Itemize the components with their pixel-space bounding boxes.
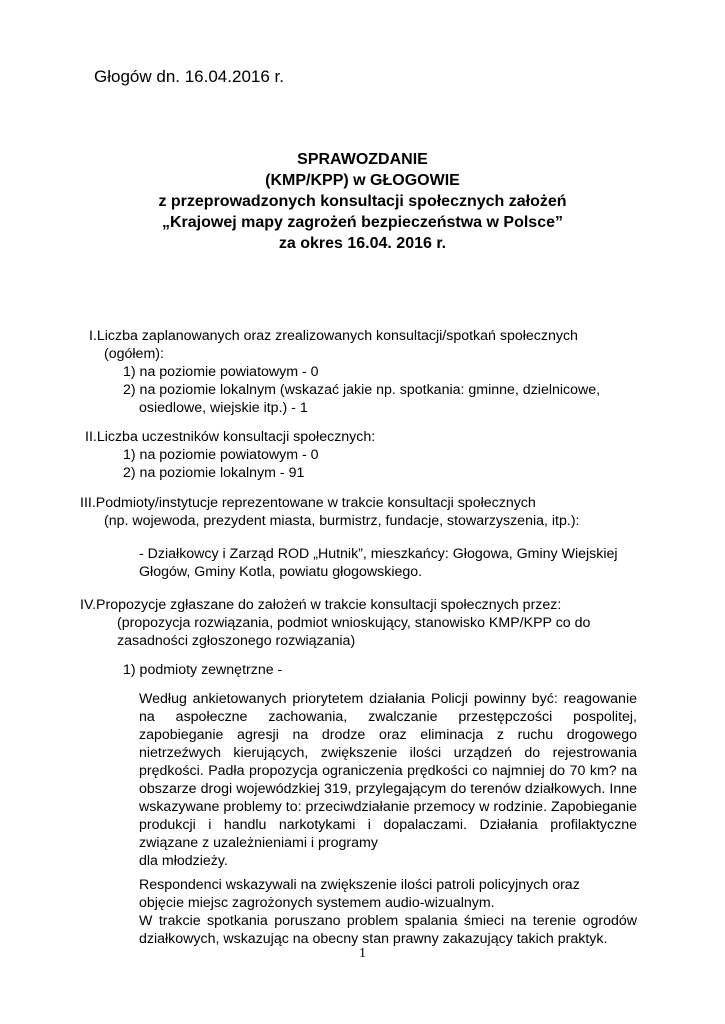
- page-number: 1: [359, 946, 366, 961]
- title-line-3: z przeprowadzonych konsultacji społecznych założeń: [158, 193, 567, 210]
- section-4-paragraph-1-text: Według ankietowanych priorytetem działania Policji powinny być: reagowanie na aspołeczne zachowania, zwalczanie przestępczości pospolitej, zapobieganie agresji na drodze oraz eliminacja z ruchu drogowego nietrzeźwych kierujących, zwiększenie ilości urządzeń do rejestrowania prędkości. Padła propozycja ograniczenia prędkości co najmniej do 70 km? na obszarze drogi wojewódzkiej 319, przylegającym do terenów działkowych. Inne wskazywane problemy to: przeciwdziałanie przemocy w rodzinie. Zapobieganie produkcji i handlu narkotykami i dopalaczami. Działania profilaktyczne związane z uzależnieniami i programy: [139, 691, 637, 851]
- section-3-subheading: (np. wojewoda, prezydent miasta, burmistrz, fundacje, stowarzyszenia, itp.):: [104, 513, 580, 529]
- section-3-answer-line-1: - Działkowcy i Zarząd ROD „Hutnik”, mieszkańcy: Głogowa, Gminy Wiejskiej: [139, 546, 618, 562]
- section-4-subheading-line-1: (propozycja rozwiązania, podmiot wnioskujący, stanowisko KMP/KPP co do: [117, 615, 591, 631]
- section-4-paragraph-1-last-line: dla młodzieży.: [139, 853, 228, 869]
- section-4-heading: IV.Propozycje zgłaszane do założeń w trakcie konsultacji społecznych przez:: [80, 597, 562, 613]
- section-4-item-1: 1) podmioty zewnętrzne -: [123, 662, 283, 678]
- section-2-item-2: 2) na poziomie lokalnym - 91: [123, 465, 305, 481]
- section-1-item-2-continuation: osiedlowe, wiejskie itp.) - 1: [139, 400, 308, 416]
- section-4-paragraph-1: [139, 690, 637, 870]
- section-4-subheading: [117, 614, 636, 650]
- title-line-4: „Krajowej mapy zagrożeń bezpieczeństwa w Polsce”: [161, 214, 563, 231]
- section-4-paragraph-3: [139, 912, 637, 948]
- document-title: [0, 149, 725, 254]
- section-4-paragraph-2: [139, 876, 637, 912]
- section-2-heading: II.Liczba uczestników konsultacji społecznych:: [85, 429, 376, 445]
- section-4-paragraph-3-text: W trakcie spotkania poruszano problem spalania śmieci na terenie ogrodów działkowych, wskazując na obecny stan prawny zakazujący takich praktyk.: [139, 913, 637, 947]
- section-3-answer-line-2: Głogów, Gminy Kotla, powiatu głogowskiego.: [139, 564, 423, 580]
- title-line-2: (KMP/KPP) w GŁOGOWIE: [265, 172, 460, 189]
- section-1-item-2: 2) na poziomie lokalnym (wskazać jakie np. spotkania: gminne, dzielnicowe,: [123, 382, 601, 398]
- section-3-heading: III.Podmioty/instytucje reprezentowane w trakcie konsultacji społecznych: [80, 495, 536, 511]
- date-line: Głogów dn. 16.04.2016 r.: [94, 67, 284, 86]
- title-line-1: SPRAWOZDANIE: [297, 151, 428, 168]
- section-2-item-1: 1) na poziomie powiatowym - 0: [123, 447, 319, 463]
- section-4-subheading-line-2: zasadności zgłoszonego rozwiązania): [117, 633, 356, 649]
- section-1-item-1: 1) na poziomie powiatowym - 0: [123, 364, 319, 380]
- section-1-subheading: (ogółem):: [104, 346, 164, 362]
- title-line-5: za okres 16.04. 2016 r.: [278, 235, 447, 252]
- section-4-paragraph-2-last-line: objęcie miejsc zagrożonych systemem audio-wizualnym.: [139, 895, 495, 911]
- section-1-heading: I.Liczba zaplanowanych oraz zrealizowanych konsultacji/spotkań społecznych: [89, 328, 578, 344]
- section-4-paragraph-2-text: Respondenci wskazywali na zwiększenie ilości patroli policyjnych oraz: [139, 877, 580, 893]
